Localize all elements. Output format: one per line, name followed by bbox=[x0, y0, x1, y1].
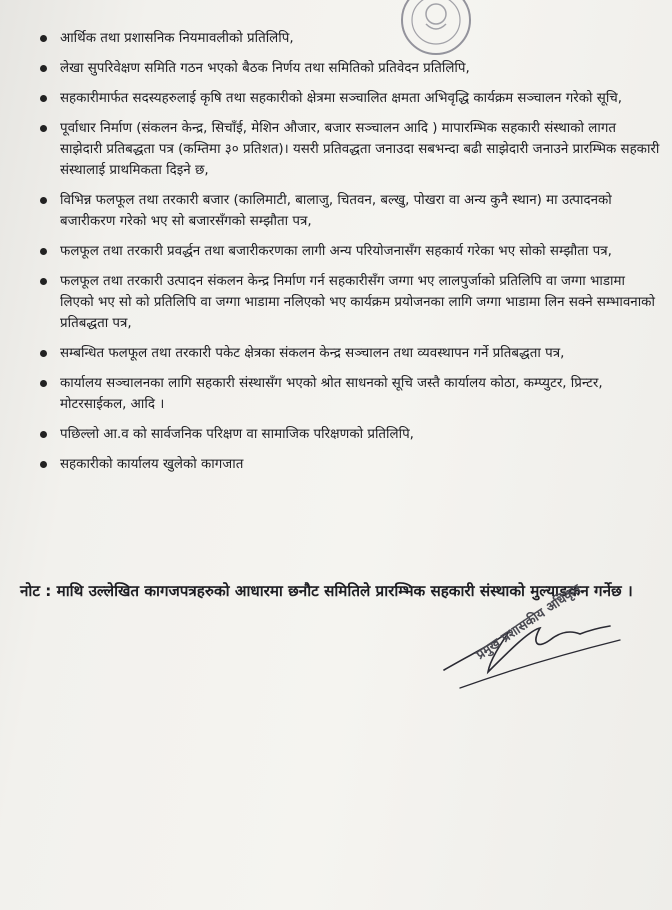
list-item-text: सम्बन्धित फलफूल तथा तरकारी पकेट क्षेत्रका संकलन केन्द्र सञ्चालन तथा व्यवस्थापन गर्ने प्रतिबद्धता पत्र, bbox=[60, 346, 565, 361]
evaluation-note: नोट : माथि उल्लेखित कागजपत्रहरुको आधारमा छनौट समितिले प्रारम्भिक सहकारी संस्थाको मुल्याङकन गर्नेछ । bbox=[20, 582, 633, 601]
list-item bbox=[40, 28, 660, 49]
list-item bbox=[40, 58, 660, 79]
list-item bbox=[40, 373, 660, 415]
designation-stamp-text: प्रमुख प्रशासकीय अधिकृत bbox=[473, 581, 584, 663]
list-item-text: पूर्वाधार निर्माण (संकलन केन्द्र, सिचाँई, मेशिन औजार, बजार सञ्चालन आदि ) मापारम्भिक सहकारी संस्थाको लागत साझेदारी प्रतिबद्धता पत्र (कम्तिमा ३० प्रतिशत)। यसरी प्रतिवद्धता जनाउदा सबभन्दा बढी साझेदारी जनाउने प्रारम्भिक सहकारी संस्थालाई प्राथमिकता दिइने छ, bbox=[60, 121, 660, 178]
bullet-icon bbox=[40, 461, 47, 468]
list-item-text: लेखा सुपरिवेक्षण समिति गठन भएको बैठक निर्णय तथा समितिको प्रतिवेदन प्रतिलिपि, bbox=[60, 61, 470, 76]
bullet-icon bbox=[40, 95, 47, 102]
required-documents-list bbox=[40, 28, 660, 484]
list-item-text: फलफूल तथा तरकारी उत्पादन संकलन केन्द्र निर्माण गर्न सहकारीसँग जग्गा भए लालपुर्जाको प्रतिलिपि वा जग्गा भाडामा लिएको भए सो को प्रतिलिपि वा जग्गा भाडामा नलिएको भए कार्यक्रम प्रयोजनका लागि जग्गा भाडामा लिन सक्ने सम्भावनाको प्रतिबद्धता पत्र, bbox=[60, 274, 655, 331]
list-item bbox=[40, 190, 660, 232]
list-item-text: कार्यालय सञ्चालनका लागि सहकारी संस्थासँग भएको श्रोत साधनको सूचि जस्तै कार्यालय कोठा, कम्प्युटर, प्रिन्टर, मोटरसाईकल, आदि । bbox=[60, 376, 603, 412]
list-item bbox=[40, 271, 660, 334]
list-item bbox=[40, 241, 660, 262]
list-item-text: फलफूल तथा तरकारी प्रवर्द्धन तथा बजारीकरणका लागी अन्य परियोजनासँग सहकार्य गरेका भए सोको सम्झौता पत्र, bbox=[60, 244, 612, 259]
list-item-text: सहकारीमार्फत सदस्यहरुलाई कृषि तथा सहकारीको क्षेत्रमा सञ्चालित क्षमता अभिवृद्धि कार्यक्रम सञ्चालन गरेको सूचि, bbox=[60, 91, 623, 106]
bullet-icon bbox=[40, 35, 47, 42]
list-item bbox=[40, 343, 660, 364]
bullet-icon bbox=[40, 278, 47, 285]
list-item bbox=[40, 118, 660, 181]
bullet-icon bbox=[40, 350, 47, 357]
bullet-icon bbox=[40, 380, 47, 387]
bullet-icon bbox=[40, 431, 47, 438]
list-item-text: पछिल्लो आ.व को सार्वजनिक परिक्षण वा सामाजिक परिक्षणको प्रतिलिपि, bbox=[60, 427, 414, 442]
bullet-icon bbox=[40, 248, 47, 255]
bullet-icon bbox=[40, 125, 47, 132]
list-item bbox=[40, 454, 660, 475]
list-item-text: विभिन्न फलफूल तथा तरकारी बजार (कालिमाटी, बालाजु, चितवन, बल्खु, पोखरा वा अन्य कुनै स्थान) मा उत्पादनको बजारीकरण गरेको भए सो बजारसँगको सम्झौता पत्र, bbox=[60, 193, 612, 229]
list-item bbox=[40, 424, 660, 445]
bullet-icon bbox=[40, 197, 47, 204]
list-item-text: आर्थिक तथा प्रशासनिक नियमावलीको प्रतिलिपि, bbox=[60, 31, 294, 46]
list-item bbox=[40, 88, 660, 109]
bullet-icon bbox=[40, 65, 47, 72]
list-item-text: सहकारीको कार्यालय खुलेको कागजात bbox=[60, 457, 244, 472]
